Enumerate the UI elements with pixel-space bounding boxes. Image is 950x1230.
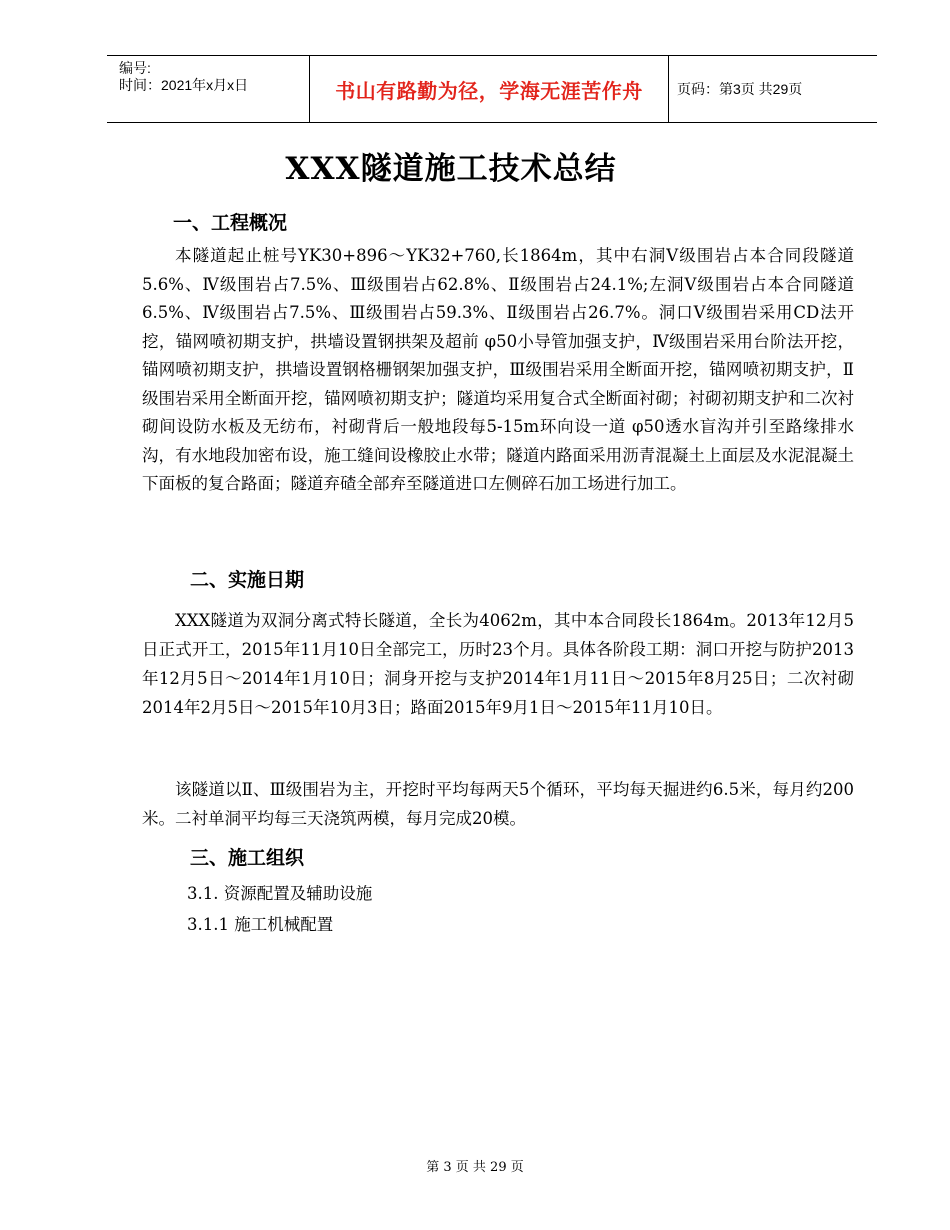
header-motto: 书山有路勤为径，学海无涯苦作舟 — [335, 78, 643, 103]
document-title: XXX隧道施工技术总结 — [285, 151, 617, 187]
subitem-resource-config: 3.1. 资源配置及辅助设施 — [187, 884, 373, 903]
section-heading-overview: 一、工程概况 — [173, 212, 288, 234]
header-number-label: 编号: — [119, 60, 151, 76]
page-header — [107, 55, 877, 123]
page-footer: 第 3 页 共 29 页 — [426, 1160, 524, 1175]
overview-paragraph: 本隧道起止桩号YK30+896～YK32+760,长1864m，其中右洞Ⅴ级围岩占本合同段隧道5.6%、Ⅳ级围岩占7.5%、Ⅲ级围岩占62.8%、Ⅱ级围岩占24.1%;左洞Ⅴ级围岩占本合同隧道6.5%、Ⅳ级围岩占7.5%、Ⅲ级围岩占59.3%、Ⅱ级围岩占26.7%。洞口Ⅴ级围岩采用CD法开挖，锚网喷初期支护，拱墙设置钢拱架及超前 φ50小导管加强支护，Ⅳ级围岩采用台阶法开挖，锚网喷初期支护，拱墙设置钢格栅钢架加强支护，Ⅲ级围岩采用全断面开挖，锚网喷初期支护，Ⅱ级围岩采用全断面开挖，锚网喷初期支护；隧道均采用复合式全断面衬砌；衬砌初期支护和二次衬砌间设防水板及无纺布，衬砌背后一般地段每5-15m环向设一道 φ50透水盲沟并引至路缘排水沟，有水地段加密布设，施工缝间设橡胶止水带；隧道内路面采用沥青混凝土上面层及水泥混凝土下面板的复合路面；隧道弃碴全部弃至隧道进口左侧碎石加工场进行加工。 — [142, 246, 854, 493]
section-heading-organization: 三、施工组织 — [190, 847, 305, 869]
header-meta — [119, 60, 309, 94]
subitem-machinery-config: 3.1.1 施工机械配置 — [187, 915, 334, 934]
header-page-info: 页码：第3页 共29页 — [677, 81, 803, 97]
header-time-label: 时间：2021年x月x日 — [119, 77, 249, 93]
header-motto-cell — [309, 56, 669, 122]
section-heading-dates: 二、实施日期 — [190, 569, 305, 591]
dates-paragraph-1: XXX隧道为双洞分离式特长隧道，全长为4062m，其中本合同段长1864m。2013年12月5日正式开工，2015年11月10日全部完工，历时23个月。具体各阶段工期：洞口开挖与防护2013年12月5日～2014年1月10日；洞身开挖与支护2014年1月11日～2015年8月25日；二次衬砌2014年2月5日～2015年10月3日；路面2015年9月1日～2015年11月10日。 — [142, 611, 854, 717]
dates-paragraph-2: 该隧道以Ⅱ、Ⅲ级围岩为主，开挖时平均每两天5个循环，平均每天掘进约6.5米，每月约200米。二衬单洞平均每三天浇筑两模，每月完成20模。 — [142, 780, 854, 828]
